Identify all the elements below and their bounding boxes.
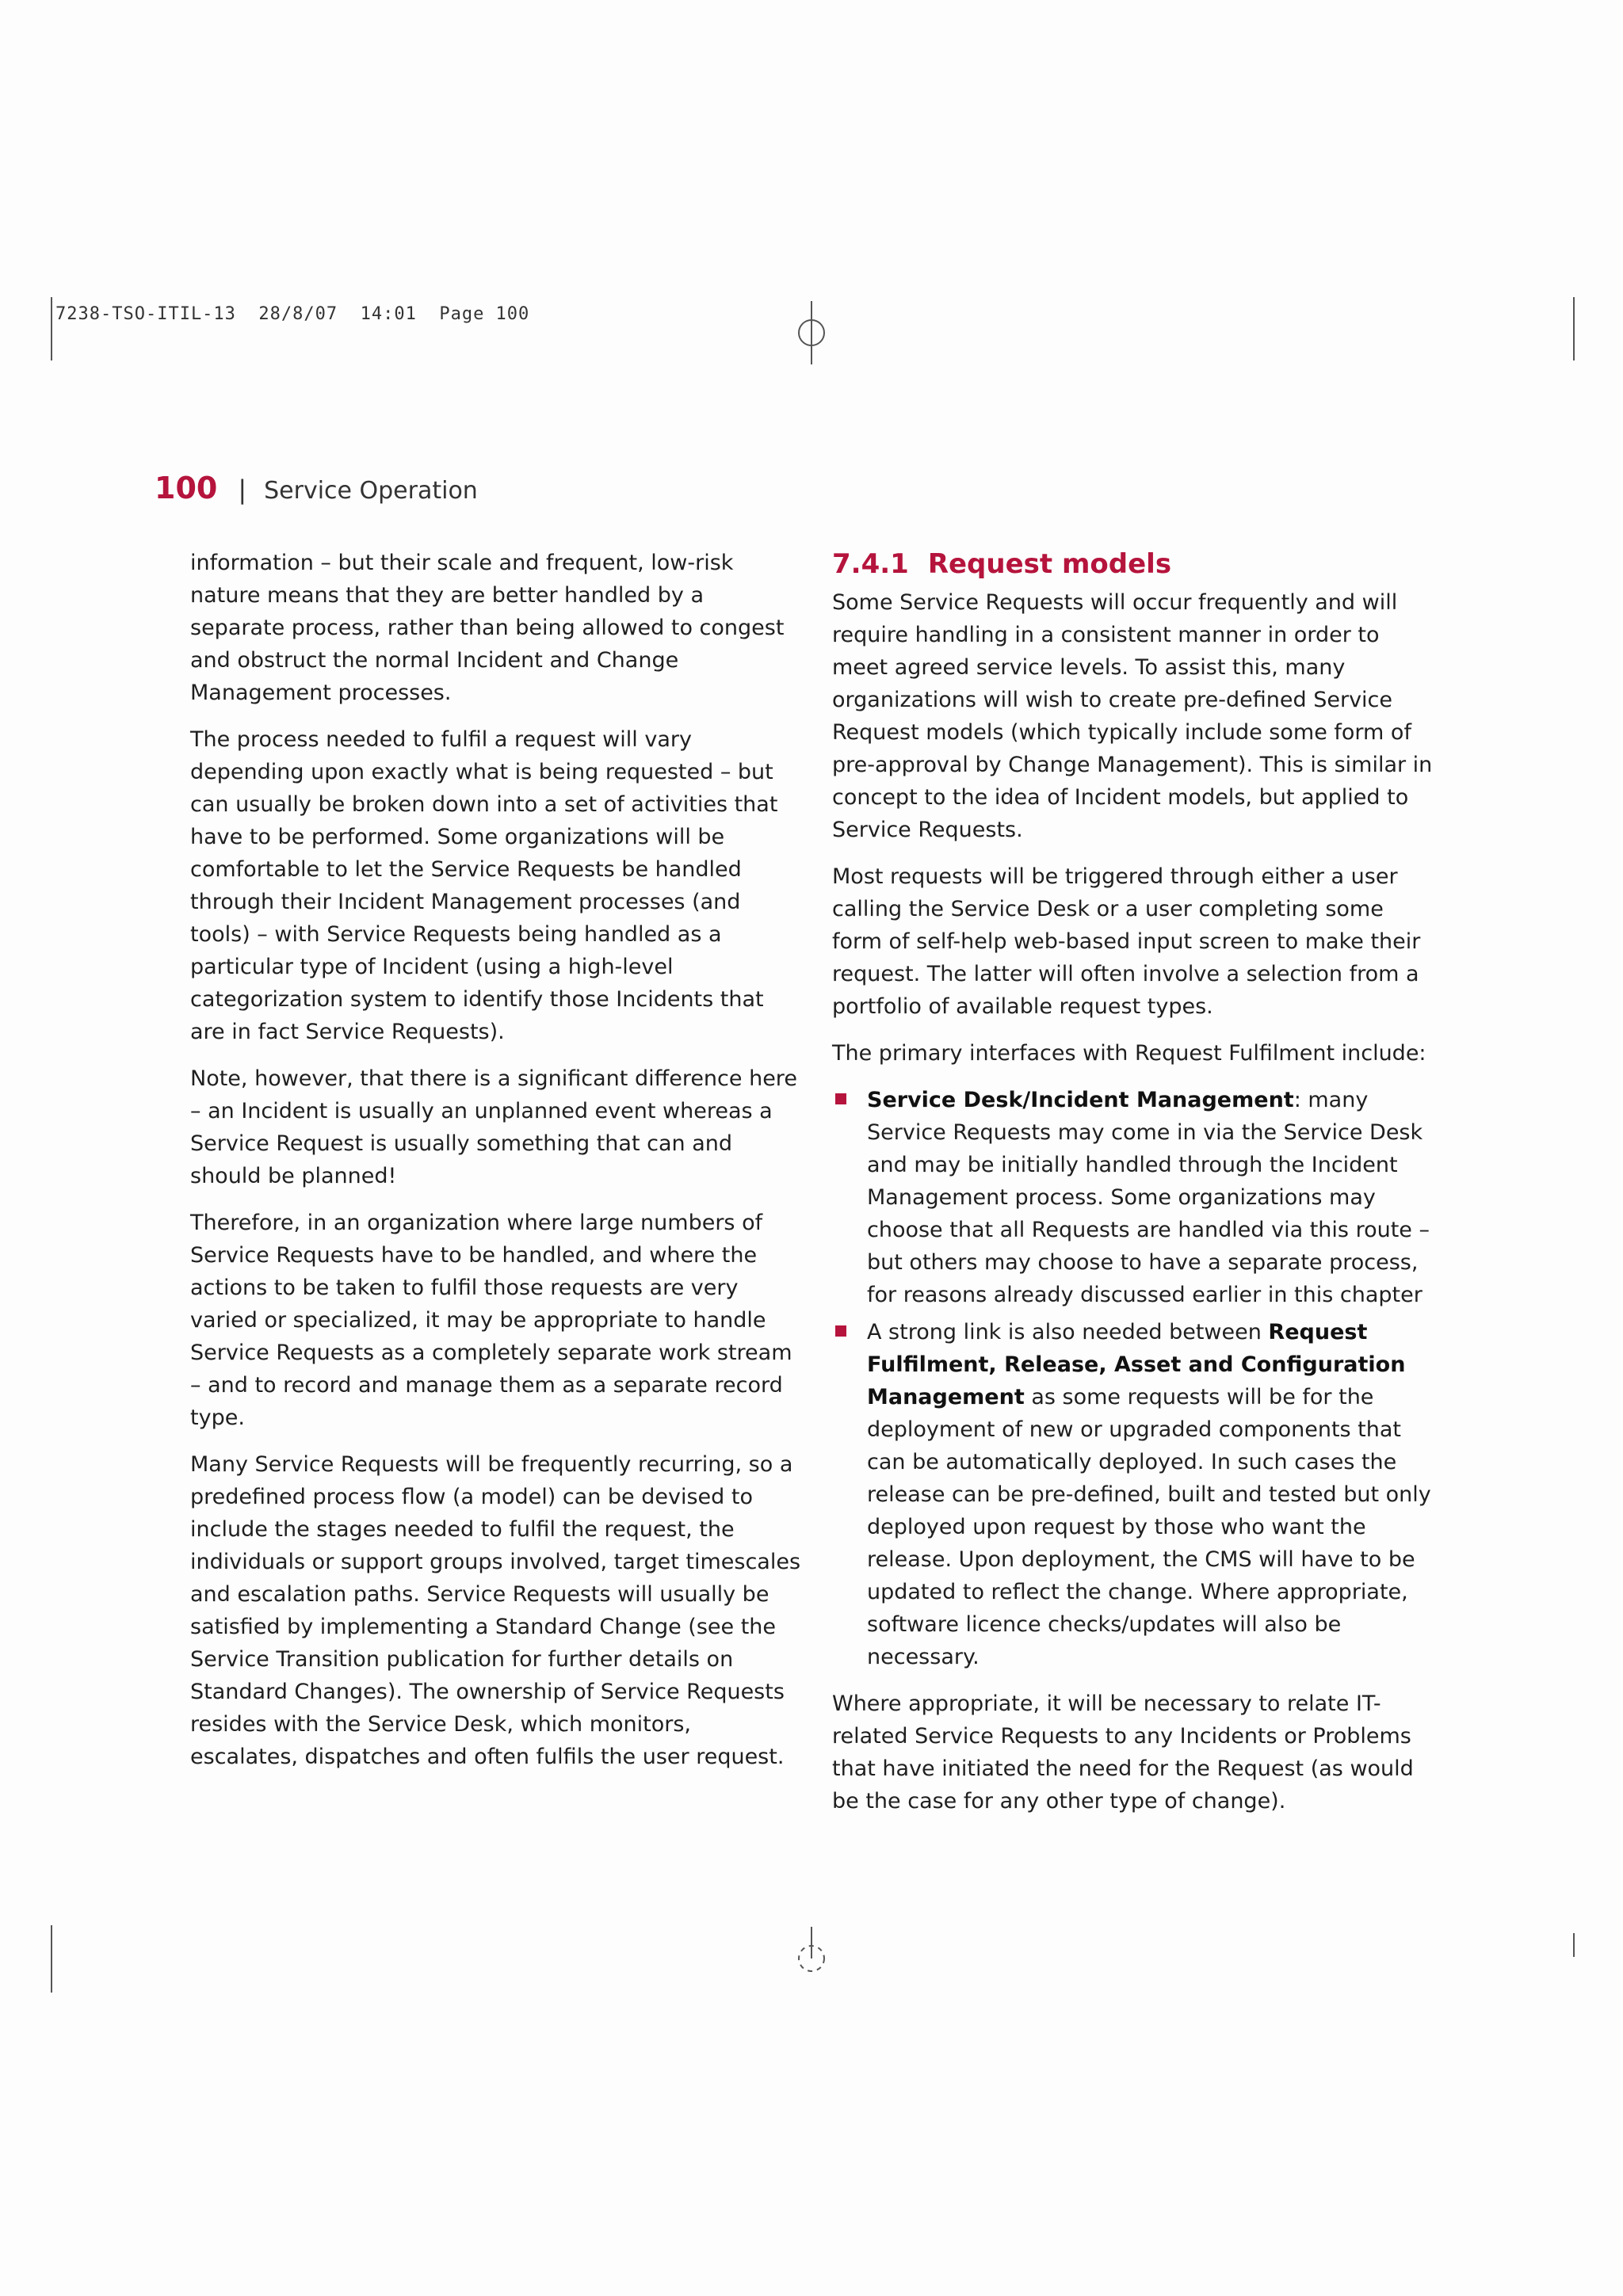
registration-mark-bottom — [796, 1927, 827, 1982]
running-head-separator: | — [238, 475, 247, 505]
paragraph: Some Service Requests will occur frequently and will require handling in a consistent manner in order to meet agreed service levels. To assist this, many organizations will wish to create pre-defined Service Request models (which typically include some form of pre-approval by Change Management). This is similar in concept to the idea of Incident models, but applied to Service Requests. — [832, 590, 1433, 842]
bullet-bold-text: Service Desk/Incident Management — [867, 1088, 1294, 1112]
section-title: Service Operation — [264, 477, 478, 505]
paragraph: information – but their scale and frequent, low-risk nature means that they are better handled by a separate process, rather than being allowed to congest and obstruct the normal Incident and Change Management processes. — [190, 551, 785, 705]
crop-mark-top-left — [51, 297, 52, 360]
crop-mark-top-right — [1573, 297, 1575, 360]
paragraph: Many Service Requests will be frequently recurring, so a predefined process flow (a model) can be devised to include the stages needed to fulfil the request, the individuals or support groups involved, target timescales and escalation paths. Service Requests will usually be satisfied by implementing a Standard Change (see the Service Transition publication for further details on Standard Changes). The ownership of Service Requests resides with the Service Desk, which monitors, escalates, dispatches and often fulfils the user request. — [190, 1452, 801, 1769]
paragraph: The primary interfaces with Request Fulfilment include: — [832, 1041, 1426, 1066]
bullet-list — [832, 1084, 1434, 1673]
square-bullet-icon — [835, 1093, 846, 1104]
square-bullet-icon — [835, 1325, 846, 1337]
running-head — [155, 471, 478, 505]
section-heading-title: Request models — [927, 548, 1172, 580]
paragraph: Note, however, that there is a significant difference here – an Incident is usually an unplanned event whereas a Service Request is usually something that can and should be planned! — [190, 1066, 797, 1188]
paragraph: Where appropriate, it will be necessary to relate IT-related Service Requests to any Incidents or Problems that have initiated the need for the Request (as would be the case for any other type of change). — [832, 1691, 1414, 1814]
left-column — [190, 547, 800, 1787]
bullet-bold-text: Request Fulfilment, Release, Asset and Configuration Management — [867, 1320, 1406, 1409]
list-item — [832, 1084, 1434, 1311]
print-slug: 7238-TSO-ITIL-13 28/8/07 14:01 Page 100 — [55, 304, 530, 324]
registration-mark-top — [796, 301, 827, 364]
bullet-lead-text: A strong link is also needed between — [867, 1320, 1269, 1344]
paragraph: The process needed to fulfil a request will vary depending upon exactly what is being requested – but can usually be broken down into a set of activities that have to be performed. Some organizations will be comfortable to let the Service Requests be handled through their Incident Management processes (and tools) – with Service Requests being handled as a particular type of Incident (using a high-level categorization system to identify those Incidents that are in fact Service Requests). — [190, 727, 778, 1044]
paragraph: Therefore, in an organization where large numbers of Service Requests have to be handled, and where the actions to be taken to fulfil those requests are very varied or specialized, it may be appropriate to handle Service Requests as a completely separate work stream – and to record and manage them as a separate record type. — [190, 1211, 792, 1430]
page-number: 100 — [155, 471, 218, 505]
section-heading — [832, 547, 1434, 582]
list-item — [832, 1316, 1434, 1673]
paragraph: Most requests will be triggered through either a user calling the Service Desk or a user completing some form of self-help web-based input screen to make their request. The latter will often involve a selection from a portfolio of available request types. — [832, 864, 1421, 1019]
section-number: 7.4.1 — [832, 548, 909, 580]
crop-mark-bottom-right — [1573, 1933, 1575, 1957]
bullet-text: : many Service Requests may come in via the Service Desk and may be initially handled through the Incident Management process. Some organizations may choose that all Requests are handled via this route – but others may choose to have a separate process, for reasons already discussed earlier in this chapter — [867, 1088, 1430, 1307]
crop-mark-bottom-left — [51, 1925, 52, 1993]
bullet-text: as some requests will be for the deployment of new or upgraded components that can be automatically deployed. In such cases the release can be pre-defined, built and tested but only deployed upon request by those who want the release. Upon deployment, the CMS will have to be updated to reflect the change. Where appropriate, software licence checks/updates will also be necessary. — [867, 1385, 1431, 1669]
right-column — [832, 547, 1434, 1832]
